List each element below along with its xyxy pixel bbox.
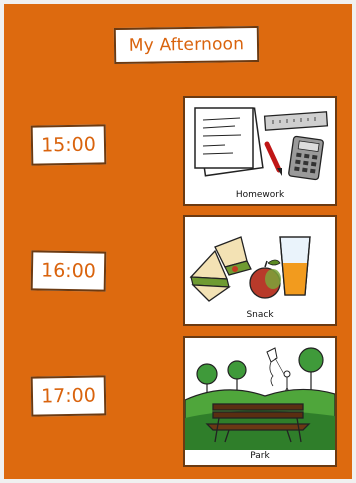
schedule-board <box>4 4 352 479</box>
time-label-2: 16:00 <box>31 250 107 291</box>
activity-card-homework[interactable] <box>183 96 337 206</box>
page-title: My Afternoon <box>114 26 259 64</box>
activity-label-park: Park <box>250 451 270 461</box>
park-icon <box>185 338 335 450</box>
homework-icon <box>185 98 335 188</box>
time-label-1: 15:00 <box>31 124 107 165</box>
activity-label-homework: Homework <box>235 190 285 200</box>
activity-label-snack: Snack <box>246 310 274 320</box>
activity-card-snack[interactable] <box>183 215 337 326</box>
time-label-3: 17:00 <box>31 375 107 416</box>
activity-card-park[interactable] <box>183 336 337 467</box>
snack-icon <box>185 217 335 309</box>
